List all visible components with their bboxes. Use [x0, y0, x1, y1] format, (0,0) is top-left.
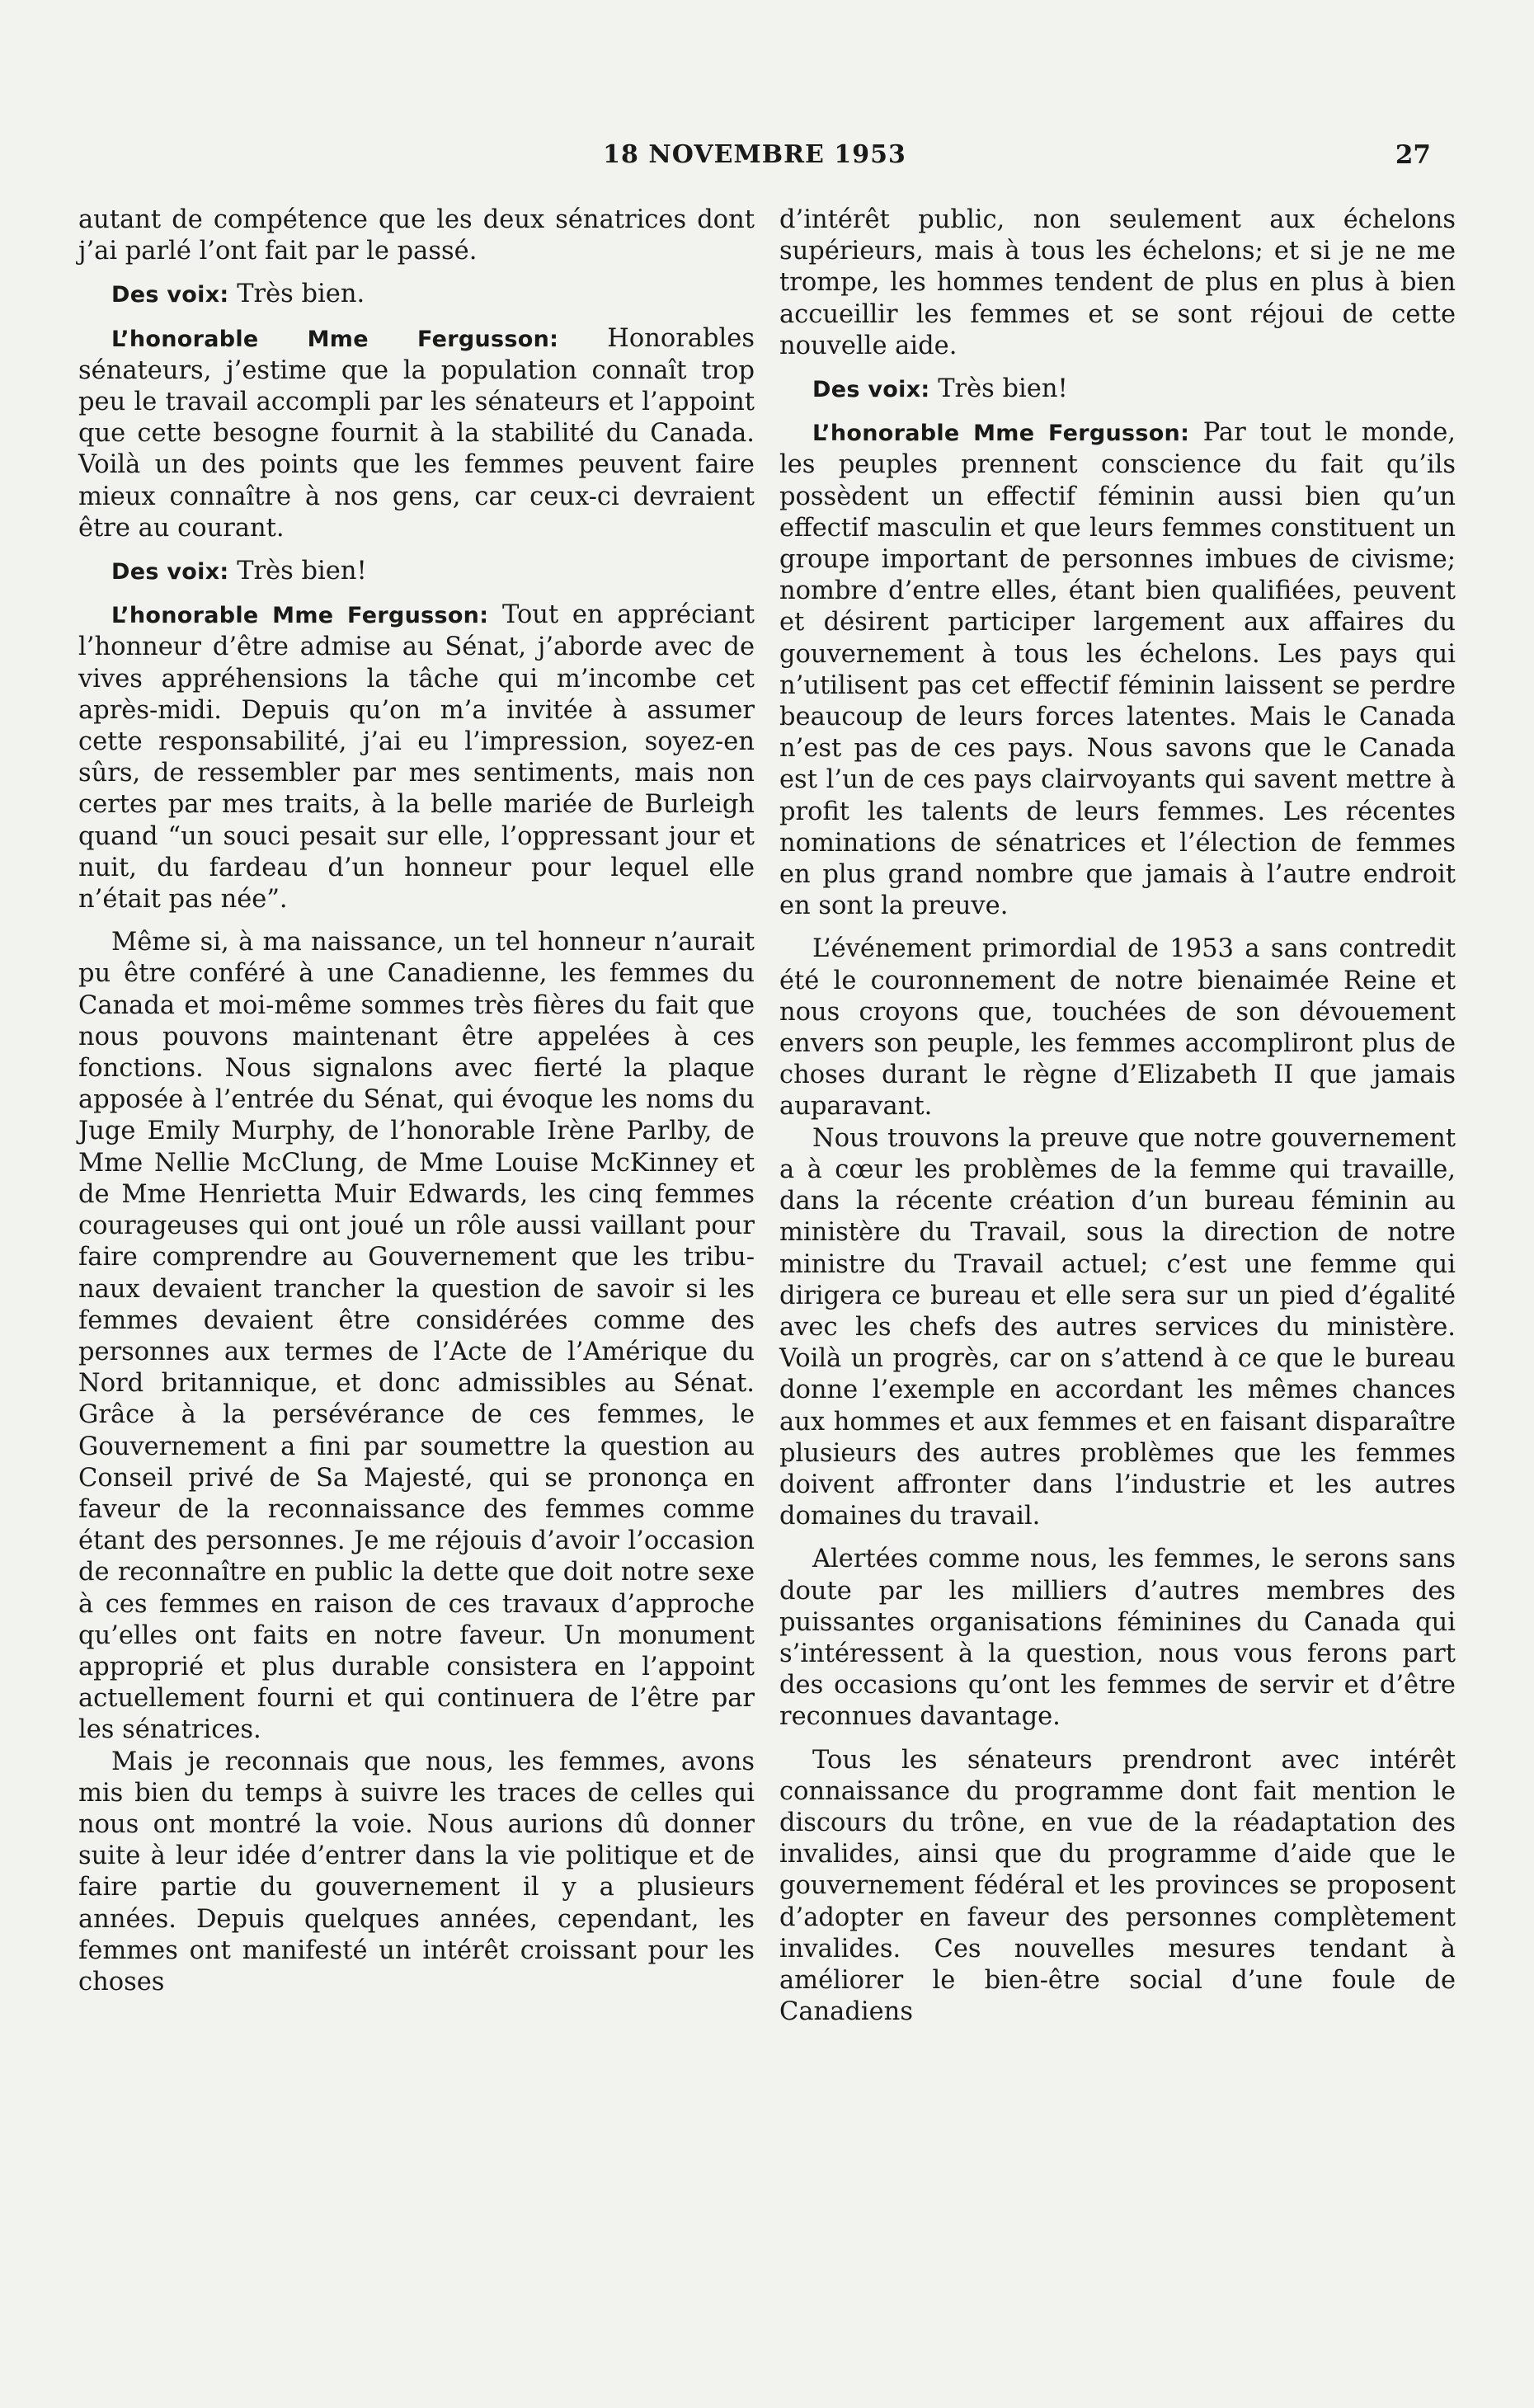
- speaker-name: L’honorable Mme Fergusson:: [111, 326, 559, 352]
- speaker-paragraph: [78, 323, 755, 544]
- speaker-name: Des voix:: [812, 377, 930, 403]
- paragraph: autant de compétence que les deux sénatrices dont j’ai parlé l’ont fait par le passé.: [78, 205, 755, 266]
- speech-text: Très bien!: [228, 557, 367, 586]
- speaker-name: L’honorable Mme Fergusson:: [111, 603, 489, 629]
- speaker-paragraph: [78, 600, 755, 915]
- page-header: [78, 140, 1431, 178]
- speaker-paragraph: [78, 279, 755, 311]
- header-date: 18 NOVEMBRE 1953: [603, 140, 906, 169]
- paragraph: Tous les sénateurs prendront avec intérêt connaissance du programme dont fait mention le discours du trône, en vue de la réadaptation des invalides, ainsi que du programme d’aide que le gouvernement fédéral et les provinces se proposent d’adopter en faveur des personnes complètement invalides. Ces nouvelles mesures tendant à améliorer le bien-être social d’une foule de Canadiens: [779, 1745, 1456, 2027]
- speech-text: Tout en appréciant l’honneur d’être admise au Sénat, j’aborde avec de vives appréhensions la tâche qui m’incombe cet après-midi. Depuis qu’on m’a invitée à assumer cette responsabilité, j’ai eu l’impression, soyez-en sûrs, de ressembler par mes sentiments, mais non certes par mes traits, à la belle mariée de Burleigh quand “un souci pesait sur elle, l’oppressant jour et nuit, du fardeau d’un honneur pour lequel elle n’était pas née”.: [78, 600, 755, 915]
- speaker-paragraph: [779, 417, 1456, 922]
- speaker-paragraph: [78, 556, 755, 588]
- speech-text: Honorables sénateurs, j’estime que la population connaît trop peu le travail accompli par les sénateurs et l’appoint que cette besogne fournit à la stabilité du Canada. Voilà un des points que les femmes peuvent faire mieux connaître à nos gens, car ceux-ci devraient être au courant.: [78, 323, 755, 543]
- left-column: [78, 205, 755, 1998]
- speech-text: Très bien.: [228, 280, 365, 309]
- paragraph: Nous trouvons la preuve que notre gouvernement a à cœur les problèmes de la femme qui travaille, dans la récente création d’un bureau féminin au ministère du Travail, sous la direction de notre ministre du Travail actuel; c’est une femme qui dirigera ce bureau et elle sera sur un pied d’égalité avec les chefs des autres services du ministère. Voilà un progrès, car on s’attend à ce que le bureau donne l’exemple en accordant les mêmes chances aux hommes et aux femmes et en faisant disparaître plusieurs des autres problèmes que les femmes doivent affronter dans l’industrie et les autres domaines du travail.: [779, 1123, 1456, 1531]
- paragraph: Alertées comme nous, les femmes, le serons sans doute par les milliers d’autres membres des puissantes organisations féminines du Canada qui s’intéressent à la question, nous vous ferons part des occasions qu’ont les femmes de servir et d’être reconnues davantage.: [779, 1545, 1456, 1732]
- speech-text: Par tout le monde, les peuples prennent conscience du fait qu’ils possèdent un effectif féminin aussi bien qu’un effectif masculin et que leurs femmes constituent un groupe important de personnes imbues de civisme; nombre d’entre elles, étant bien qualifiées, peuvent et désirent participer largement aux affaires du gouvernement à tous les échelons. Les pays qui n’utilisent pas cet effectif féminin laissent se perdre beaucoup de leurs forces latentes. Mais le Canada n’est pas de ces pays. Nous savons que le Canada est l’un de ces pays clairvoyants qui savent mettre à profit les talents de leurs femmes. Les récentes nominations de sénatrices et l’élection de femmes en plus grand nombre que jamais à l’autre endroit en sont la preuve.: [779, 418, 1456, 921]
- page-number: 27: [1395, 140, 1431, 170]
- speaker-paragraph: [779, 374, 1456, 406]
- paragraph: d’intérêt public, non seulement aux échelons supérieurs, mais à tous les échelons; et si je ne me trompe, les hommes tendent de plus en plus à bien accueillir les femmes et se sont réjoui de cette nouvelle aide.: [779, 205, 1456, 360]
- speaker-name: Des voix:: [111, 282, 229, 308]
- paragraph: L’événement primordial de 1953 a sans contredit été le couronnement de notre bienaimée Reine et nous croyons que, touchées de son dévouement envers son peuple, les femmes accompliront plus de choses durant le règne d’Elizabeth II que jamais auparavant.: [779, 934, 1456, 1122]
- speaker-name: L’honorable Mme Fergusson:: [812, 421, 1190, 447]
- right-column: [779, 205, 1456, 2028]
- paragraph: Même si, à ma naissance, un tel honneur n’aurait pu être conféré à une Canadienne, les femmes du Canada et moi-même sommes très fières du fait que nous pouvons maintenant être appelées à ces fonctions. Nous signalons avec fierté la plaque apposée à l’entrée du Sénat, qui évoque les noms du Juge Emily Murphy, de l’honorable Irène Parlby, de Mme Nellie McClung, de Mme Louise McKinney et de Mme Henrietta Muir Edwards, les cinq femmes courageuses qui ont joué un rôle aussi vaillant pour faire comprendre au Gouvernement que les tribunaux devaient trancher la question de savoir si les femmes devaient être considérées comme des personnes aux termes de l’Acte de l’Amérique du Nord britannique, et donc admissibles au Sénat. Grâce à la persévérance de ces femmes, le Gouvernement a fini par soumettre la question au Conseil privé de Sa Majesté, qui se prononça en faveur de la reconnaissance des femmes comme étant des personnes. Je me réjouis d’avoir l’occasion de reconnaître en public la dette que doit notre sexe à ces femmes en raison de ces travaux d’approche qu’elles ont faits en notre faveur. Un monument approprié et plus durable consistera en l’appoint actuellement fourni et qui continuera de l’être par les sénatrices.: [78, 928, 755, 1745]
- speaker-name: Des voix:: [111, 559, 229, 586]
- speech-text: Très bien!: [929, 374, 1068, 404]
- paragraph: Mais je reconnais que nous, les femmes, avons mis bien du temps à suivre les traces de celles qui nous ont montré la voie. Nous aurions dû donner suite à leur idée d’entrer dans la vie politique et de faire partie du gouvernement il y a plusieurs années. Depuis quelques années, cependant, les femmes ont manifesté un intérêt croissant pour les choses: [78, 1747, 755, 1996]
